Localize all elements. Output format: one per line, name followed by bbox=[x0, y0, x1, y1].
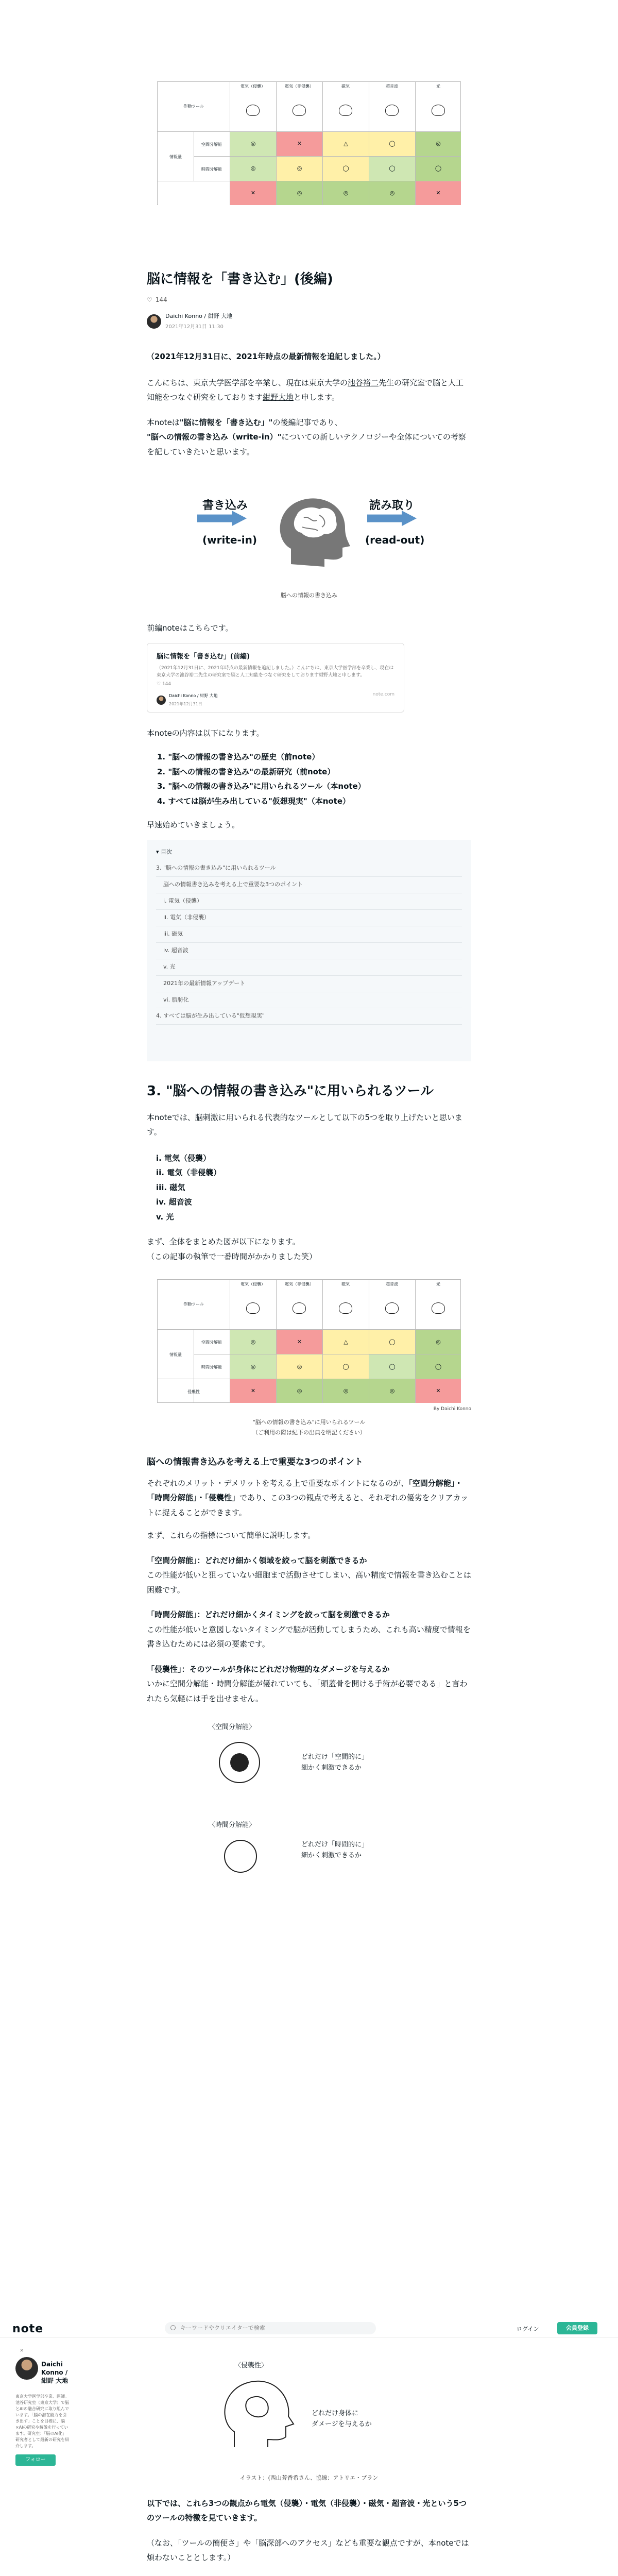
table-cell: ◯ bbox=[369, 1354, 415, 1379]
section-title: 3. "脳への情報の書き込み"に用いられるツール bbox=[147, 1083, 434, 1099]
table-cell: ◎ bbox=[416, 132, 461, 156]
brain-head-icon bbox=[339, 1302, 352, 1314]
table-cell: ✕ bbox=[416, 181, 461, 205]
brain-head-icon bbox=[246, 105, 260, 116]
brain-head-icon bbox=[385, 1302, 399, 1314]
write-read-figure bbox=[147, 482, 471, 600]
row-label-space: 空間分解能 bbox=[201, 1340, 222, 1345]
list-item: i. 電気（侵襲） bbox=[156, 1153, 211, 1163]
col-label: 電気（侵襲） bbox=[241, 1282, 265, 1287]
toc-item[interactable]: 3. "脳への情報の書き込み"に用いられるツール bbox=[156, 860, 462, 877]
ill-text: どれだけ「空間的に」 細かく刺激できるか bbox=[301, 1753, 369, 1772]
fig-write-label: 書き込み bbox=[202, 499, 248, 513]
paragraph: 「時間分解能」：どれだけ細かくタイミングを絞って脳を刺激できるか この性能が低いと意図しないタイミングで脳が活動してしまうため、これも高い精度で情報を書き込むためには必須の要素です。 bbox=[147, 1610, 471, 1649]
embed-description: （2021年12月31日に、2021年時点の最新情報を追記しました。）こんにちは、東京大学医学部を卒業し、現在は東京大学の池谷裕二先生の研究室で脳と人工知能をつなぐ研究をしております紺野大地と申します。 bbox=[157, 666, 394, 678]
col-label: 光 bbox=[436, 84, 440, 89]
intro-paragraph: こんにちは、東京大学医学部を卒業し、現在は東京大学の池谷裕二先生の研究室で脳と人工知能をつなぐ研究をしております紺野大地と申します。 bbox=[147, 378, 464, 402]
embed-title[interactable]: 脳に情報を「書き込む」(前編) bbox=[157, 652, 250, 660]
toc-item[interactable]: iii. 磁気 bbox=[156, 926, 462, 943]
ill-label: 〈侵襲性〉 bbox=[234, 2362, 268, 2369]
table-cell: ◎ bbox=[230, 132, 276, 156]
table-cell: ◎ bbox=[369, 181, 415, 205]
head-outline-icon bbox=[219, 2375, 296, 2452]
ill-label: 〈空間分解能〉 bbox=[209, 1723, 256, 1732]
table-cell: ✕ bbox=[230, 181, 276, 205]
col-label: 電気（非侵襲） bbox=[285, 1282, 314, 1287]
table-cell: ◎ bbox=[277, 157, 322, 181]
table-cell: ◎ bbox=[277, 1354, 322, 1379]
row-label-time: 時間分解能 bbox=[201, 167, 222, 172]
table-cell: ✕ bbox=[277, 132, 322, 156]
list-item: 4. すべては脳が生み出している"仮想現実"（本note） bbox=[157, 796, 351, 806]
list-item: 1. "脳への情報の書き込み"の歴史（前note） bbox=[157, 752, 320, 762]
table-cell: ◎ bbox=[277, 1379, 322, 1403]
subsection-title: 脳への情報書き込みを考える上で重要な3つのポイント bbox=[147, 1457, 363, 1468]
embed-author: Daichi Konno / 紺野 大地 bbox=[169, 693, 218, 699]
embed-date: 2021年12月31日 bbox=[169, 701, 202, 706]
figure-caption: 脳への情報の書き込み bbox=[281, 592, 337, 599]
paragraph: まず、全体をまとめた図が以下になります。 （この記事の執筆で一番時間がかかりました笑） bbox=[147, 1237, 317, 1261]
table-credit: By Daichi Konno bbox=[433, 1406, 471, 1412]
toc-item[interactable]: vi. 脂肪化 bbox=[156, 992, 462, 1009]
target-icon bbox=[219, 1742, 260, 1783]
close-icon[interactable]: × bbox=[20, 2348, 24, 2353]
group-label: 情報量 bbox=[169, 155, 182, 159]
group-label: 情報量 bbox=[169, 1352, 182, 1358]
comparison-table-2 bbox=[157, 1279, 461, 1403]
brain-head-icon bbox=[432, 105, 445, 116]
col-label: 光 bbox=[436, 1282, 440, 1287]
brain-head-icon bbox=[339, 105, 352, 116]
table-cell: ◎ bbox=[369, 1379, 415, 1403]
illustration-time bbox=[147, 1819, 471, 1902]
article-title: 脳に情報を「書き込む」(後編) bbox=[147, 272, 333, 287]
comparison-table bbox=[157, 81, 461, 205]
embed-site: note.com bbox=[372, 692, 394, 698]
list-item: iv. 超音波 bbox=[156, 1197, 192, 1207]
illustration-credit: イラスト：(西山芳香希さん、協線：アトリエ・ブラン bbox=[239, 2475, 379, 2481]
fig-read-label: 読み取り bbox=[369, 499, 415, 513]
link-ikegaya[interactable]: 池谷裕二 bbox=[348, 378, 379, 387]
paragraph: 「空間分解能」：どれだけ細かく領域を絞って脳を刺激できるか この性能が低いと狙っていない細胞まで活動させてしまい、高い精度で情報を書き込むことは困難です。 bbox=[147, 1555, 472, 1595]
embed-likes: ♡ 144 bbox=[157, 682, 171, 687]
row-label-time: 時間分解能 bbox=[201, 1365, 222, 1370]
paragraph: それぞれのメリット・デメリットを考える上で重要なポイントになるのが、「空間分解能」・「時間分解能」・「侵襲性」であり、この3つの観点で考えると、それぞれの優劣をクリアカットに捉えることができます。 bbox=[147, 1478, 469, 1517]
toc-item[interactable]: ii. 電気（非侵襲） bbox=[156, 910, 462, 926]
brain-head-icon bbox=[385, 105, 399, 116]
row-label-tool: 作動ツール bbox=[183, 104, 204, 109]
avatar[interactable] bbox=[147, 314, 161, 329]
brain-head-icon bbox=[293, 1302, 306, 1314]
table-of-contents bbox=[147, 840, 471, 1061]
table-cell: ◯ bbox=[369, 132, 415, 156]
article-continued bbox=[147, 2360, 471, 2576]
sidebar-bio: 東京大学医学部卒業、医師。池谷研究室（東京大学）で脳とAIの融合研究に取り組んでいます。「脳の潜在能力を引き出す」ことを目標に、脳×AIの研究や解説を行っています。研究室：「脳のAI化」研究者として最新の研究を紹介します。 bbox=[15, 2394, 69, 2448]
article bbox=[147, 0, 471, 1902]
toc-item[interactable]: v. 光 bbox=[156, 959, 462, 976]
head-silhouette-icon bbox=[270, 492, 353, 569]
table-cell: ✕ bbox=[416, 1379, 461, 1403]
table-cell: ◎ bbox=[323, 1379, 369, 1403]
table-cell: △ bbox=[323, 132, 369, 156]
table-cell: ◯ bbox=[323, 157, 369, 181]
table-cell: ✕ bbox=[230, 1379, 276, 1403]
table-cell: ◎ bbox=[277, 181, 322, 205]
paragraph: まず、これらの指標について簡単に説明します。 bbox=[147, 1531, 316, 1540]
row-label-tool: 作動ツール bbox=[183, 1302, 204, 1307]
sidebar-author-name[interactable]: Daichi Konno / 紺野 大地 bbox=[41, 2361, 68, 2385]
author-sidebar bbox=[15, 2348, 70, 2466]
signup-button[interactable]: 会員登録 bbox=[557, 2322, 597, 2334]
paragraph: 早速始めていきましょう。 bbox=[147, 820, 240, 830]
table-cell: ◎ bbox=[230, 1354, 276, 1379]
table-cell: ◯ bbox=[323, 1354, 369, 1379]
list-item: ii. 電気（非侵襲） bbox=[156, 1168, 221, 1178]
table-cell: ◯ bbox=[416, 157, 461, 181]
list-item: 3. "脳への情報の書き込み"に用いられるツール（本note） bbox=[157, 782, 366, 791]
table-cell: ✕ bbox=[277, 1330, 322, 1354]
author-line[interactable] bbox=[147, 311, 471, 332]
site-header bbox=[0, 2318, 618, 2338]
col-label: 超音波 bbox=[386, 84, 398, 89]
follow-button[interactable]: フォロー bbox=[15, 2454, 56, 2466]
col-label: 磁気 bbox=[341, 1282, 350, 1287]
like-count[interactable]: ♡ 144 bbox=[147, 294, 471, 306]
paragraph: 「侵襲性」：そのツールが身体にどれだけ物理的なダメージを与えるか いかに空間分解能・時間分解能が優れていても、「頭蓋骨を開ける手術が必要である」と言われたら気軽には手を出せません。 bbox=[147, 1664, 468, 1703]
toc-item[interactable]: 2021年の最新情報アップデート bbox=[156, 976, 462, 992]
avatar bbox=[157, 696, 166, 705]
table-cell: ◯ bbox=[416, 1354, 461, 1379]
paragraph: 以下では、これら3つの観点から電気（侵襲）・電気（非侵襲）・磁気・超音波・光という5つのツールの特徴を見ていきます。 bbox=[147, 2498, 467, 2523]
author-name[interactable]: Daichi Konno / 紺野 大地 bbox=[165, 313, 233, 320]
ill-text: どれだけ身体に ダメージを与えるか bbox=[312, 2410, 372, 2428]
paragraph: 本noteは"脳に情報を「書き込む」"の後編記事であり、 "脳への情報の書き込み（write-in）"についての新しいテクノロジーや全体についての考察を記していきたいと思います。 bbox=[147, 417, 466, 456]
col-label: 超音波 bbox=[386, 1282, 398, 1287]
toc-item[interactable]: 4. すべては脳が生み出している"仮想現実" bbox=[156, 1008, 462, 1025]
update-note: （2021年12月31日に、2021年時点の最新情報を追記しました。） bbox=[147, 352, 385, 362]
list-item: v. 光 bbox=[156, 1212, 174, 1222]
ill-label: 〈時間分解能〉 bbox=[209, 1821, 256, 1829]
table-caption: "脳への情報の書き込み"に用いられるツール （ご利用の際は紀下の出典を明記ください） bbox=[252, 1418, 366, 1436]
table-cell: ◯ bbox=[369, 1330, 415, 1354]
note-logo[interactable]: note bbox=[12, 2323, 44, 2335]
table-cell: ◎ bbox=[230, 1330, 276, 1354]
fig-read-en: (read-out) bbox=[365, 534, 425, 547]
search-input[interactable] bbox=[165, 2322, 376, 2334]
list-item: 2. "脳への情報の書き込み"の最新研究（前note） bbox=[157, 767, 335, 776]
col-label: 磁気 bbox=[341, 84, 350, 89]
table-cell: ◎ bbox=[323, 181, 369, 205]
paragraph: 前編noteはこちらです。 bbox=[147, 623, 233, 633]
paragraph: 本noteでは、脳刺激に用いられる代表的なツールとして以下の5つを取り上げたいと思います。 bbox=[147, 1112, 463, 1137]
fig-write-en: (write-in) bbox=[202, 534, 257, 547]
embedded-note-card[interactable] bbox=[147, 643, 404, 713]
table-cell: ◯ bbox=[369, 157, 415, 181]
row-label-space: 空間分解能 bbox=[201, 142, 222, 147]
toc-item[interactable]: 脳への情報書き込みを考える上で重要な3つのポイント bbox=[156, 877, 462, 893]
search-icon bbox=[170, 2325, 176, 2330]
toc-item[interactable]: iv. 超音波 bbox=[156, 943, 462, 959]
brain-head-icon bbox=[246, 1302, 260, 1314]
login-link[interactable]: ログイン bbox=[517, 2326, 539, 2332]
tool-list bbox=[156, 1151, 471, 1225]
link-konno[interactable]: 紺野大地 bbox=[263, 393, 294, 402]
col-label: 電気（侵襲） bbox=[241, 84, 265, 89]
illustration-invasive bbox=[147, 2360, 471, 2468]
avatar[interactable] bbox=[15, 2357, 38, 2380]
ill-text: どれだけ「時間的に」 細かく刺激できるか bbox=[301, 1841, 369, 1859]
heart-icon[interactable]: ♡ bbox=[147, 296, 152, 304]
clock-icon bbox=[224, 1840, 257, 1873]
col-label: 電気（非侵襲） bbox=[285, 84, 314, 89]
table-cell: ◎ bbox=[230, 157, 276, 181]
paragraph: （なお、「ツールの簡便さ」や「脳深部へのアクセス」なども重要な観点ですが、本noteでは煩わないこととします。） bbox=[147, 2538, 469, 2563]
toc-item[interactable]: i. 電気（侵襲） bbox=[156, 893, 462, 910]
paragraph: 本noteの内容は以下になります。 bbox=[147, 728, 264, 738]
contents-list bbox=[157, 750, 471, 808]
toc-header[interactable]: ▾ 目次 bbox=[156, 848, 173, 855]
list-item: iii. 磁気 bbox=[156, 1182, 185, 1192]
row-label-invasive: 侵襲性 bbox=[187, 1389, 200, 1395]
illustration-space bbox=[147, 1721, 471, 1814]
table-cell: ◎ bbox=[416, 1330, 461, 1354]
brain-head-icon bbox=[432, 1302, 445, 1314]
brain-head-icon bbox=[293, 105, 306, 116]
table-cell: △ bbox=[323, 1330, 369, 1354]
publish-date: 2021年12月31日 11:30 bbox=[165, 324, 224, 330]
